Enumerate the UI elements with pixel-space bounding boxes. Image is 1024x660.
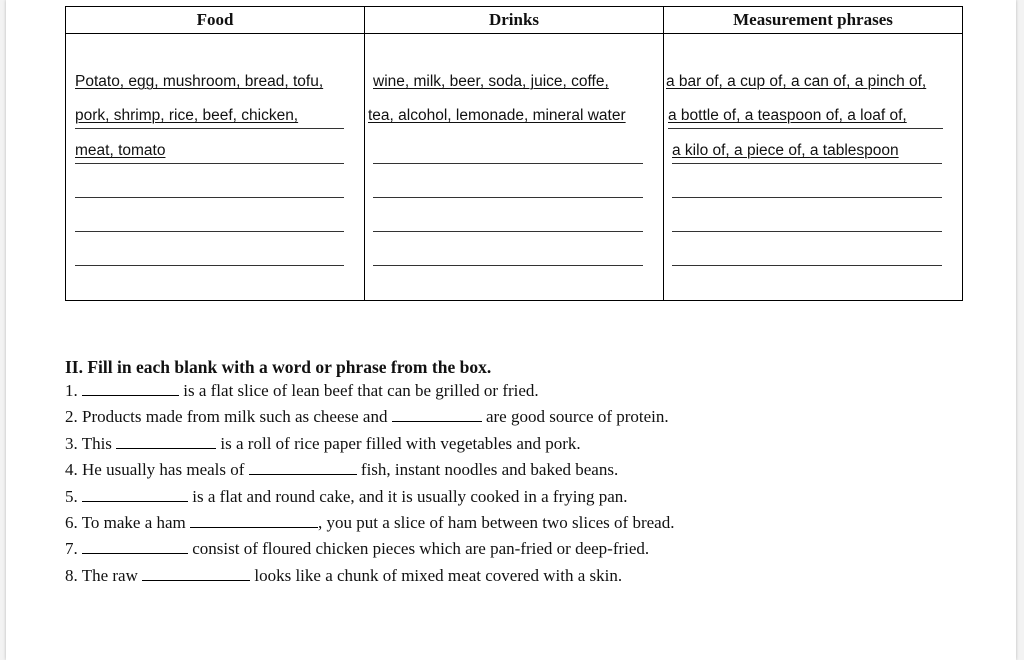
food-line: Potato, egg, mushroom, bread, tofu, [75, 73, 324, 90]
question-text: 1. [65, 381, 82, 400]
question-text: looks like a chunk of mixed meat covered with a skin. [250, 565, 623, 585]
answer-blank[interactable] [82, 486, 188, 502]
food-line: meat, tomato [75, 141, 344, 164]
measurement-line-blank [672, 209, 942, 232]
measurement-line-blank [672, 243, 942, 266]
question-text: 5. [65, 486, 82, 506]
vocabulary-table [65, 6, 963, 301]
table-header-row [66, 7, 963, 34]
drinks-line: tea, alcohol, lemonade, mineral water [368, 107, 626, 124]
question-text: , you put a slice of ham between two slices of bread. [318, 513, 675, 533]
question-text: is a flat and round cake, and it is usually cooked in a frying pan. [188, 486, 628, 506]
question-text: is a flat slice of lean beef that can be grilled or fried. [179, 381, 539, 400]
drinks-line-blank [373, 141, 643, 164]
food-cell [66, 34, 365, 301]
answer-blank[interactable] [82, 380, 179, 396]
measurement-line: a bar of, a cup of, a can of, a pinch of, [666, 73, 927, 90]
measurement-line: a bottle of, a teaspoon of, a loaf of, [668, 106, 943, 129]
measurement-line-blank [672, 175, 942, 198]
question-5 [65, 484, 965, 510]
answer-blank[interactable] [249, 459, 357, 475]
question-7 [65, 536, 965, 562]
worksheet-page [6, 0, 1016, 660]
exercise-title: II. Fill in each blank with a word or phrase from the box. [65, 357, 492, 377]
drinks-line-blank [373, 243, 643, 266]
question-text: 2. Products made from milk such as cheese and [65, 407, 392, 427]
drinks-cell [365, 34, 664, 301]
question-text: 7. [65, 539, 82, 559]
measurement-line: a kilo of, a piece of, a tablespoon [672, 141, 942, 164]
table-body-row [66, 34, 963, 301]
question-text: 6. To make a ham [65, 513, 191, 533]
answer-blank[interactable] [116, 433, 216, 449]
answer-blank[interactable] [190, 512, 318, 528]
header-measurement-phrases: Measurement phrases [664, 7, 963, 34]
question-8 [65, 563, 965, 589]
question-4 [65, 457, 965, 483]
drinks-line-blank [373, 175, 643, 198]
question-2 [65, 404, 965, 430]
question-text: are good source of protein. [481, 407, 669, 427]
food-line-blank [75, 175, 344, 198]
question-text: is a roll of rice paper filled with vegetables and pork. [216, 433, 581, 453]
food-line-blank [75, 243, 344, 266]
header-drinks: Drinks [365, 7, 664, 34]
header-food: Food [66, 7, 365, 34]
fill-in-exercise [65, 356, 965, 589]
question-1 [65, 378, 965, 404]
answer-blank[interactable] [392, 406, 482, 422]
question-text: consist of floured chicken pieces which are pan-fried or deep-fried. [188, 539, 650, 559]
answer-blank[interactable] [82, 538, 188, 554]
question-3 [65, 431, 965, 457]
question-text: 4. He usually has meals of [65, 460, 249, 480]
question-6 [65, 510, 965, 536]
question-text: 3. This [65, 433, 117, 453]
food-line-blank [75, 209, 344, 232]
answer-blank[interactable] [142, 565, 250, 581]
measurement-cell [664, 34, 963, 301]
question-text: 8. The raw [65, 565, 143, 585]
drinks-line: wine, milk, beer, soda, juice, coffe, [373, 73, 609, 90]
question-text: fish, instant noodles and baked beans. [356, 460, 619, 480]
food-line: pork, shrimp, rice, beef, chicken, [75, 106, 344, 129]
drinks-line-blank [373, 209, 643, 232]
